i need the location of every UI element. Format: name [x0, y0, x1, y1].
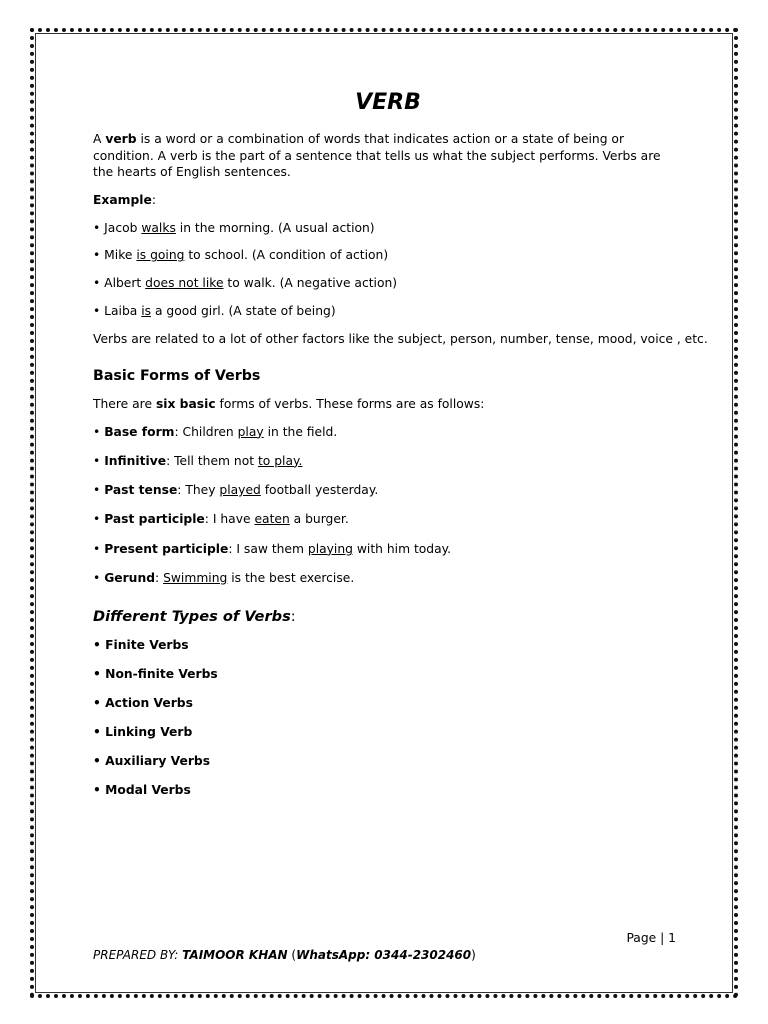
basic-form-item	[93, 511, 683, 528]
bullet: •	[93, 453, 101, 468]
verb-type-item	[93, 666, 683, 683]
example-label-line	[93, 192, 683, 209]
basic-form-verb: played	[219, 483, 261, 498]
verb-type-label: Auxiliary Verbs	[105, 754, 211, 769]
basic-form-verb: to play.	[257, 453, 303, 468]
example-colon: :	[151, 192, 156, 207]
example-text-post: a good girl. (A state of being)	[151, 303, 336, 318]
basic-form-item	[93, 541, 683, 558]
bullet: •	[93, 638, 101, 653]
types-heading-text: Different Types of Verbs	[93, 608, 291, 626]
basic-form-colon: :	[166, 453, 175, 468]
example-text-post: to school. (A condition of action)	[184, 248, 389, 263]
example-verb: is going	[136, 248, 185, 263]
basic-forms-intro-post: forms of verbs. These forms are as follows:	[215, 396, 485, 411]
basic-form-item	[93, 482, 683, 499]
basic-form-label: Gerund	[104, 571, 155, 586]
basic-form-label: Past tense	[104, 483, 178, 498]
example-label: Example	[93, 192, 152, 207]
basic-form-verb: play	[237, 424, 264, 439]
bullet: •	[93, 220, 101, 235]
bullet: •	[93, 303, 101, 318]
basic-forms-intro-pre: There are	[93, 396, 156, 411]
example-verb: walks	[141, 220, 176, 235]
example-text-pre: Mike	[100, 248, 137, 263]
basic-form-label: Infinitive	[104, 453, 167, 468]
bullet: •	[93, 276, 101, 291]
basic-form-text-post: with him today.	[352, 541, 452, 556]
basic-form-label: Present participle	[104, 541, 229, 556]
document-body	[93, 88, 708, 811]
related-paragraph: Verbs are related to a lot of other factors like the subject, person, number, tense, mood, voice , etc.	[93, 331, 708, 346]
verb-type-item	[93, 695, 683, 712]
basic-form-text-pre: Children	[182, 424, 238, 439]
bullet: •	[93, 754, 101, 769]
bullet: •	[93, 571, 101, 586]
intro-prefix: A	[93, 132, 106, 146]
verb-type-label: Linking Verb	[105, 725, 193, 740]
example-text-pre: Laiba	[100, 303, 142, 318]
basic-forms-intro	[93, 396, 683, 413]
basic-form-item	[93, 570, 683, 587]
basic-form-verb: eaten	[254, 512, 290, 527]
intro-paragraph	[93, 131, 683, 181]
bullet: •	[93, 696, 101, 711]
bullet: •	[93, 248, 101, 263]
footer-contact: WhatsApp: 0344-2302460	[296, 948, 472, 962]
example-list	[93, 220, 683, 320]
example-verb: is	[141, 303, 152, 318]
section-heading-basic-forms: Basic Forms of Verbs	[93, 367, 261, 384]
basic-form-label: Past participle	[104, 512, 205, 527]
footer-author: TAIMOOR KHAN	[182, 948, 288, 962]
bullet: •	[93, 541, 101, 556]
footer	[93, 948, 476, 962]
verb-type-label: Non-finite Verbs	[105, 667, 218, 682]
page-number: Page | 1	[626, 931, 676, 945]
basic-form-text-pre: Tell them not	[174, 453, 258, 468]
basic-form-text-pre: I have	[212, 512, 255, 527]
basic-form-item	[93, 424, 683, 441]
basic-form-colon: :	[155, 571, 164, 586]
bullet: •	[93, 512, 101, 527]
bullet: •	[93, 725, 101, 740]
intro-rest: is a word or a combination of words that indicates action or a state of being or condition. A verb is the part of a sentence that tells us what the subject performs. Verbs are the hearts of English sentences.	[93, 132, 661, 180]
footer-paren-close: )	[471, 948, 476, 962]
intro-keyword: verb	[105, 132, 137, 146]
basic-forms-list	[93, 424, 683, 587]
verb-type-label: Modal Verbs	[105, 783, 191, 798]
example-verb: does not like	[145, 276, 224, 291]
verb-type-label: Finite Verbs	[105, 638, 189, 653]
footer-paren-open: (	[287, 948, 297, 962]
verb-type-item	[93, 724, 683, 741]
verb-type-label: Action Verbs	[105, 696, 193, 711]
basic-form-colon: :	[177, 483, 186, 498]
example-item	[93, 275, 683, 292]
example-text-post: to walk. (A negative action)	[223, 276, 398, 291]
basic-form-text-post: is the best exercise.	[227, 571, 355, 586]
basic-form-text-post: in the field.	[263, 424, 338, 439]
example-text-pre: Jacob	[100, 220, 142, 235]
bullet: •	[93, 483, 101, 498]
example-item	[93, 247, 683, 264]
basic-form-text-post: football yesterday.	[260, 483, 379, 498]
basic-form-text-pre: I saw them	[236, 541, 308, 556]
verb-type-item	[93, 782, 683, 799]
basic-form-text-pre: They	[185, 483, 220, 498]
basic-form-text-post: a burger.	[289, 512, 349, 527]
basic-form-item	[93, 453, 683, 470]
basic-form-colon: :	[174, 424, 183, 439]
bullet: •	[93, 667, 101, 682]
types-list	[93, 637, 683, 799]
types-heading-colon: :	[290, 608, 296, 626]
verb-type-item	[93, 753, 683, 770]
basic-form-label: Base form	[104, 424, 175, 439]
bullet: •	[93, 424, 101, 439]
basic-form-colon: :	[204, 512, 213, 527]
footer-prepared-by: PREPARED BY	[93, 948, 175, 962]
verb-type-item	[93, 637, 683, 654]
section-heading-types	[93, 607, 683, 627]
page-title: VERB	[355, 90, 421, 115]
basic-form-verb: Swimming	[163, 571, 228, 586]
basic-form-colon: :	[228, 541, 237, 556]
example-item	[93, 220, 683, 237]
example-text-pre: Albert	[100, 276, 146, 291]
basic-form-verb: playing	[307, 541, 353, 556]
bullet: •	[93, 783, 101, 798]
example-text-post: in the morning. (A usual action)	[175, 220, 375, 235]
basic-forms-intro-bold: six basic	[155, 396, 216, 411]
example-item	[93, 303, 683, 320]
footer-sep: :	[174, 948, 183, 962]
